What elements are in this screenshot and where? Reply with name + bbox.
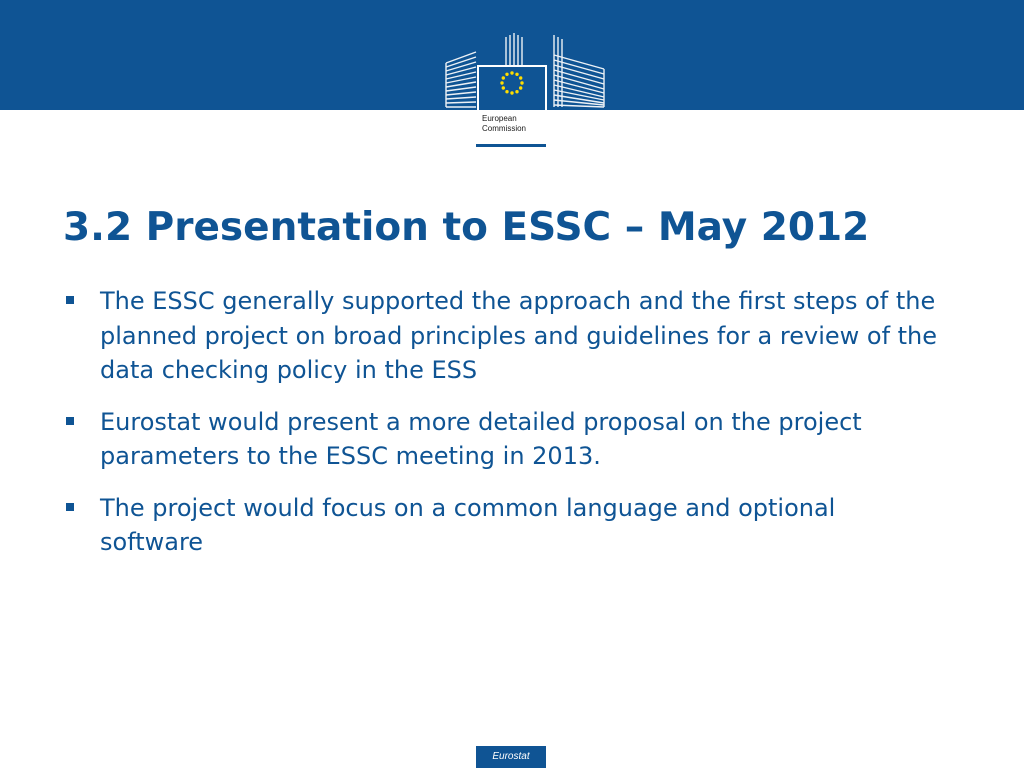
- berlaymont-building-icon: [444, 33, 606, 111]
- square-bullet-icon: [66, 503, 74, 511]
- bullet-text: The project would focus on a common language and optional software: [100, 493, 836, 556]
- bullet-text: Eurostat would present a more detailed proposal on the project parameters to the ESSC meeting in 2013.: [100, 407, 862, 470]
- slide-title: 3.2 Presentation to ESSC – May 2012: [63, 205, 870, 250]
- bullet-text: The ESSC generally supported the approach and the first steps of the planned project on broad principles and guidelines for a review of the data checking policy in the ESS: [100, 287, 938, 384]
- bullet-item: [63, 491, 943, 560]
- logo-line-2: Commission: [482, 124, 527, 133]
- bullet-item: [63, 405, 943, 474]
- square-bullet-icon: [66, 417, 74, 425]
- eurostat-footer-badge: Eurostat: [476, 746, 546, 768]
- logo-line-1: European: [482, 114, 517, 123]
- bullet-list: [63, 284, 943, 577]
- bullet-item: [63, 284, 943, 388]
- square-bullet-icon: [66, 296, 74, 304]
- logo-text: [482, 114, 562, 134]
- european-commission-logo: [444, 33, 606, 145]
